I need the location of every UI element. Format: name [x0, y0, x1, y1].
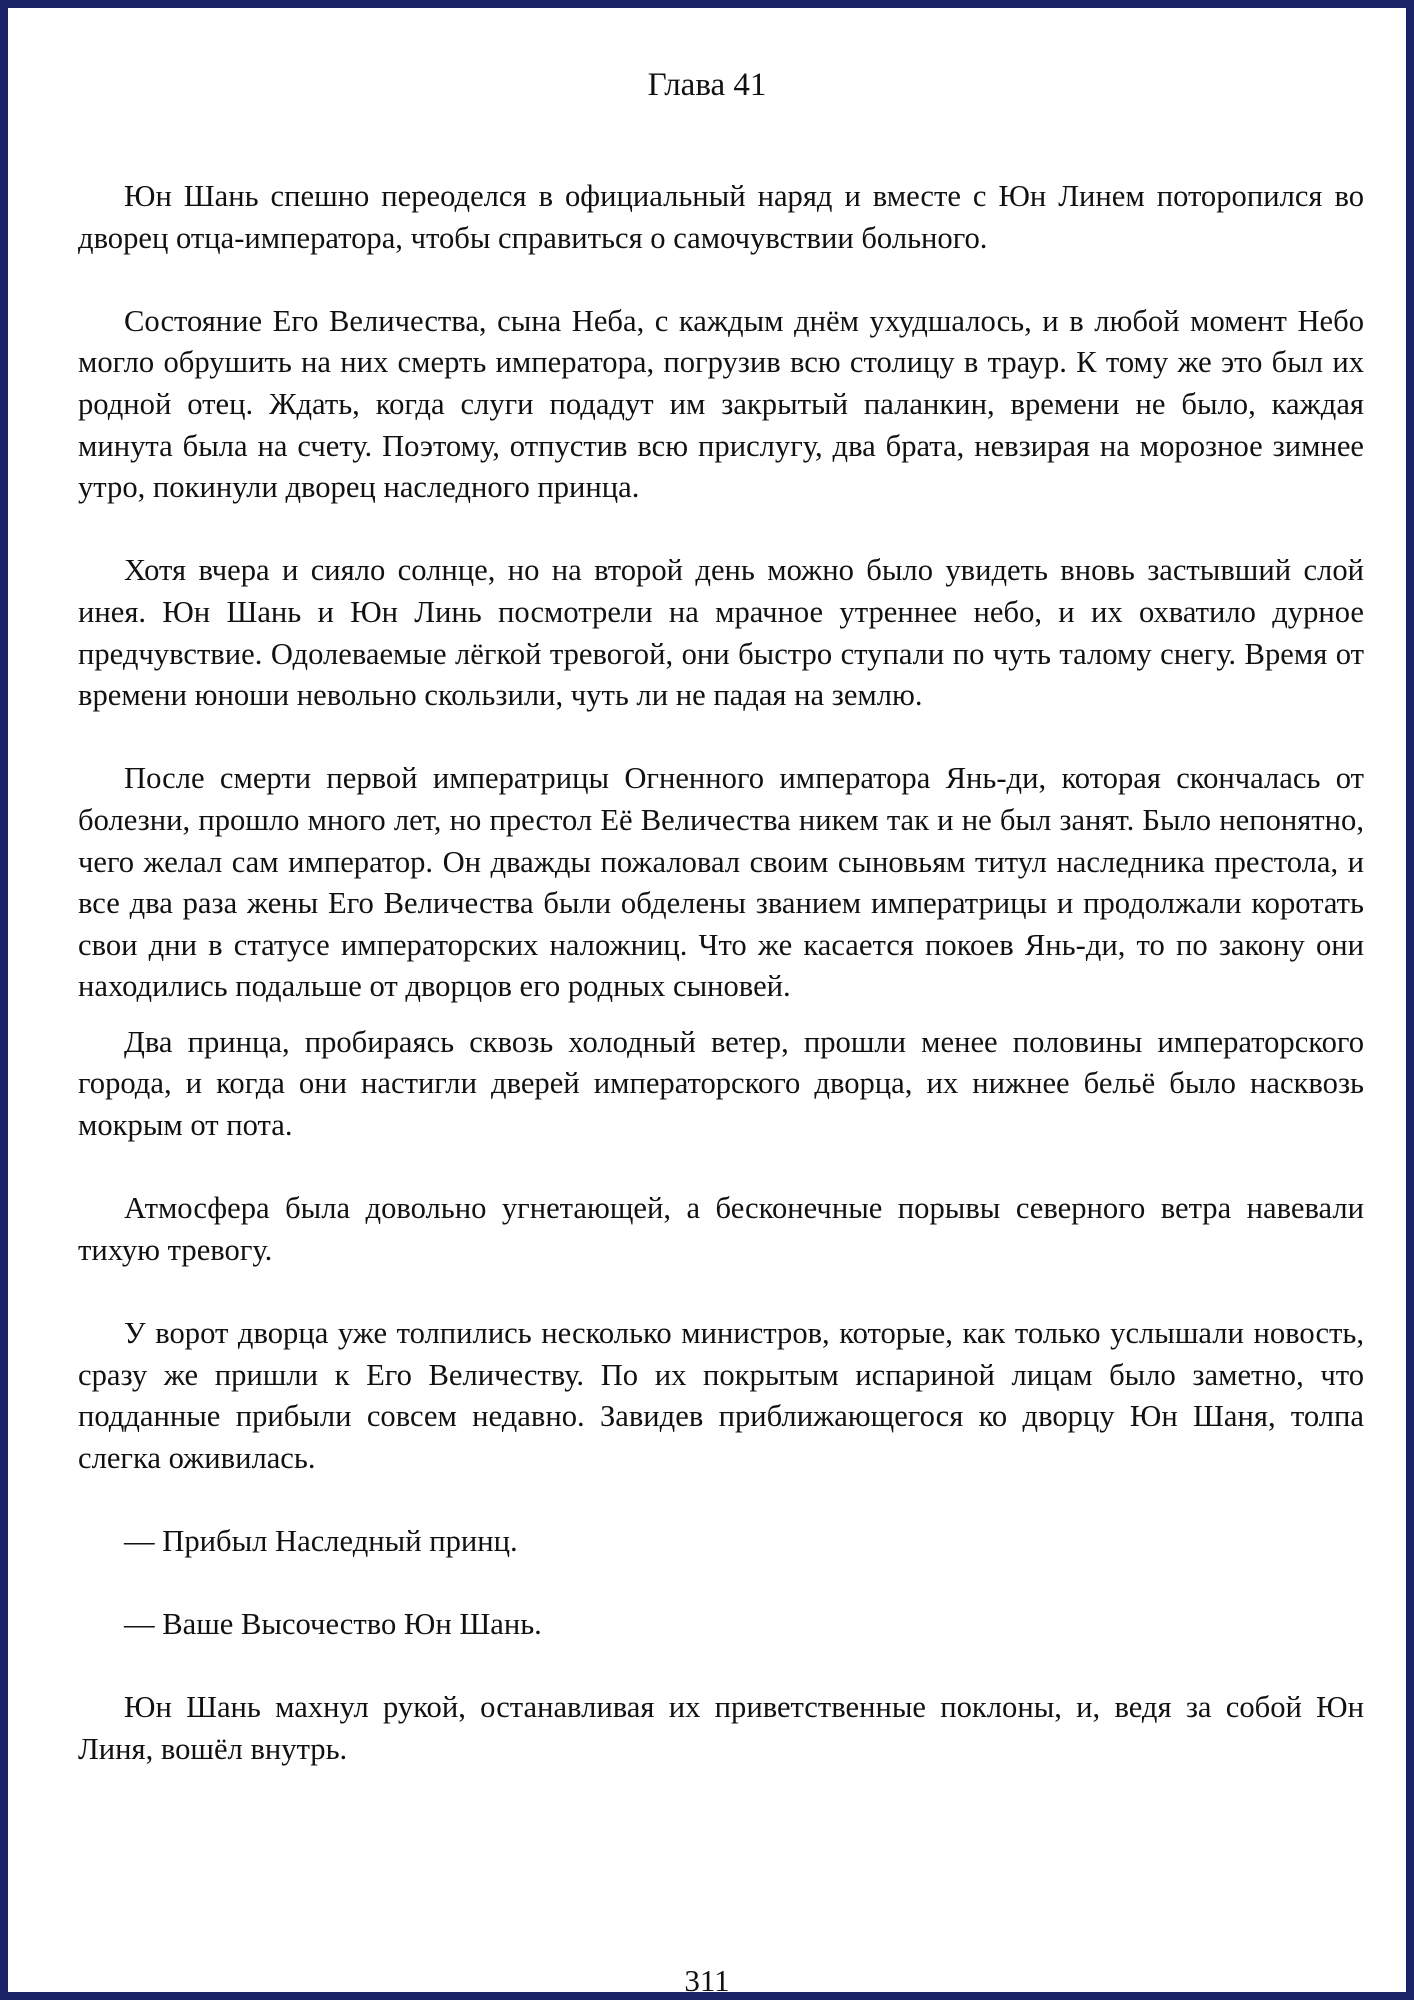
paragraph-5: Два принца, пробираясь сквозь холодный ветер, прошли менее половины императорского города, и когда они настигли дверей императорского дворца, их нижнее бельё было насквозь мокрым от пота.: [78, 1024, 1364, 1143]
paragraph-7: У ворот дворца уже толпились несколько министров, которые, как только услышали новость, сразу же пришли к Его Величеству. По их покрытым испариной лицам было заметно, что подданные прибыли совсем недавно. Завидев приближающегося ко дворцу Юн Шаня, толпа слегка оживилась.: [78, 1316, 1364, 1475]
paragraph-1: Юн Шань спешно переоделся в официальный наряд и вместе с Юн Линем поторопился во дворец отца-императора, чтобы справиться о самочувствии больного.: [78, 179, 1364, 255]
dialogue-line-1: — Прибыл Наследный принц.: [124, 1524, 518, 1558]
chapter-body: [78, 176, 1364, 1771]
chapter-title: Глава 41: [647, 67, 767, 103]
paragraph-3: Хотя вчера и сияло солнце, но на второй день можно было увидеть вновь застывший слой инея. Юн Шань и Юн Линь посмотрели на мрачное утреннее небо, и их охватило дурное предчувствие. Одолеваемые лёгкой тревогой, они быстро ступали по чуть талому снегу. Время от времени юноши невольно скользили, чуть ли не падая на землю.: [78, 553, 1364, 713]
paragraph-4: После смерти первой императрицы Огненного императора Янь-ди, которая скончалась от болезни, прошло много лет, но престол Её Величества никем так и не был занят. Было непонятно, чего желал сам император. Он дважды пожаловал своим сыновьям титул наследника престола, и все два раза жены Его Величества были обделены званием императрицы и продолжали коротать свои дни в статусе императорских наложниц. Что же касается покоев Янь-ди, то по закону они находились подальше от дворцов его родных сыновей.: [78, 761, 1364, 1004]
paragraph-8: Юн Шань махнул рукой, останавливая их приветственные поклоны, и, ведя за собой Юн Линя, вошёл внутрь.: [78, 1690, 1364, 1766]
dialogue-line-2: — Ваше Высочество Юн Шань.: [124, 1607, 542, 1642]
paragraph-2: Состояние Его Величества, сына Неба, с каждым днём ухудшалось, и в любой момент Небо могло обрушить на них смерть императора, погрузив всю столицу в траур. К тому же это был их родной отец. Ждать, когда слуги подадут им закрытый паланкин, времени не было, каждая минута была на счету. Поэтому, отпустив всю прислугу, два брата, невзирая на морозное зимнее утро, покинули дворец наследного принца.: [78, 303, 1364, 505]
page-number: 311: [684, 1963, 730, 1998]
paragraph-6: Атмосфера была довольно угнетающей, а бесконечные порывы северного ветра навевали тихую тревогу.: [78, 1191, 1364, 1267]
